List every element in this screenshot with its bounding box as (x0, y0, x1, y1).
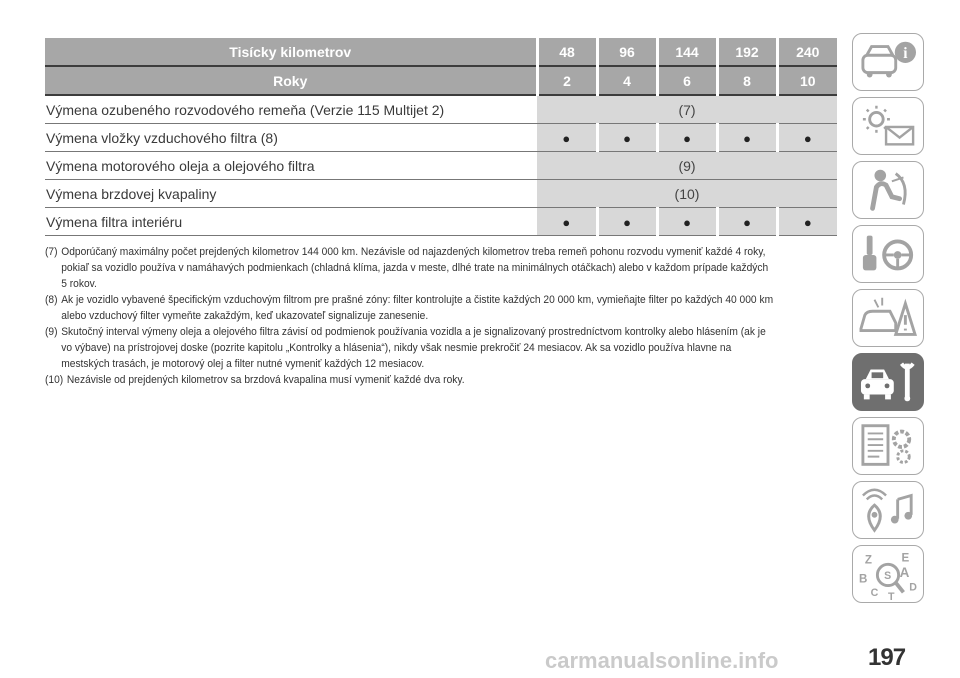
tab-car-info[interactable] (852, 33, 924, 91)
footnote (45, 324, 775, 372)
row-label: Výmena motorového oleja a olejového filtra (45, 152, 537, 180)
emergency-icon (853, 290, 923, 346)
year-cell: 4 (597, 66, 657, 95)
multimedia-icon (853, 482, 923, 538)
table-row (45, 152, 837, 180)
footnotes (45, 244, 775, 388)
chapter-tabs (852, 33, 927, 609)
row-label: Výmena ozubeného rozvodového remeňa (Verzie 115 Multijet 2) (45, 95, 537, 124)
row-note-ref: (7) (537, 95, 837, 124)
footnote-text: Odporúčaný maximálny počet prejdených kilometrov 144 000 km. Nezávisle od najazdených kilometrov treba remeň pohonu rozvodu vymeniť každé 4 roky, pokiaľ sa vozidlo používa v namáhavých podmienkach (chladná klíma, jazda v meste, dlhé trate na minimálnych otáčkach) alebo v každom prípade každých 5 rokov. (61, 246, 769, 290)
interval-dot: ● (777, 208, 837, 236)
interval-dot: ● (717, 208, 777, 236)
table-row (45, 180, 837, 208)
index-icon (853, 546, 923, 602)
interval-dot: ● (657, 124, 717, 152)
interval-dot: ● (597, 124, 657, 152)
year-cell: 6 (657, 66, 717, 95)
tab-index[interactable] (852, 545, 924, 603)
year-cell: 8 (717, 66, 777, 95)
interval-dot: ● (657, 208, 717, 236)
footnote-number: (10) (45, 374, 64, 386)
footnote-text: Nezávisle od prejdených kilometrov sa brzdová kvapalina musí vymeniť každé dva roky. (66, 374, 465, 386)
footnote-number: (7) (45, 246, 58, 258)
year-cell: 2 (537, 66, 597, 95)
footnote (45, 244, 775, 292)
footnote (45, 372, 775, 388)
warning-lights-icon (853, 98, 923, 154)
tab-warning-lights[interactable] (852, 97, 924, 155)
table-row (45, 124, 837, 152)
km-cell: 192 (717, 38, 777, 66)
header-years-label: Roky (45, 66, 537, 95)
km-cell: 48 (537, 38, 597, 66)
row-label: Výmena brzdovej kvapaliny (45, 180, 537, 208)
km-cell: 144 (657, 38, 717, 66)
svg-text:i: i (903, 45, 908, 63)
table-row (45, 208, 837, 236)
interval-dot: ● (597, 208, 657, 236)
tab-multimedia[interactable] (852, 481, 924, 539)
technical-data-icon (853, 418, 923, 474)
safety-airbag-icon (853, 162, 923, 218)
maintenance-icon (853, 354, 923, 410)
interval-dot: ● (777, 124, 837, 152)
svg-text:D: D (909, 581, 917, 594)
interval-dot: ● (537, 208, 597, 236)
car-info-icon (853, 34, 923, 90)
svg-text:E: E (901, 552, 910, 565)
footnote (45, 292, 775, 324)
starting-driving-icon (853, 226, 923, 282)
km-cell: 96 (597, 38, 657, 66)
svg-text:B: B (859, 573, 868, 586)
header-km-label: Tisícky kilometrov (45, 38, 537, 66)
tab-starting-driving[interactable] (852, 225, 924, 283)
svg-text:C: C (870, 587, 879, 600)
table-row (45, 95, 837, 124)
year-cell: 10 (777, 66, 837, 95)
tab-technical-data[interactable] (852, 417, 924, 475)
row-note-ref: (9) (537, 152, 837, 180)
tab-maintenance[interactable] (852, 353, 924, 411)
interval-dot: ● (717, 124, 777, 152)
maintenance-table (45, 38, 837, 236)
interval-dot: ● (537, 124, 597, 152)
tab-safety[interactable] (852, 161, 924, 219)
footnote-number: (8) (45, 294, 58, 306)
row-label: Výmena vložky vzduchového filtra (8) (45, 124, 537, 152)
header-row-years (45, 66, 837, 95)
km-cell: 240 (777, 38, 837, 66)
svg-text:Z: Z (864, 554, 872, 567)
row-label: Výmena filtra interiéru (45, 208, 537, 236)
svg-text:A: A (899, 564, 910, 580)
header-row-km (45, 38, 837, 66)
page-number: 197 (868, 644, 906, 671)
row-note-ref: (10) (537, 180, 837, 208)
footnote-number: (9) (45, 326, 58, 338)
tab-emergency[interactable] (852, 289, 924, 347)
watermark: carmanualsonline.info (545, 648, 779, 673)
svg-text:T: T (888, 591, 895, 602)
footnote-text: Skutočný interval výmeny oleja a olejového filtra závisí od podmienok používania vozidla a je signalizovaný prostredníctvom kontrolky alebo hlásením (ak je vo výbave) na prístrojovej doske (pozrite kapitolu „Kontrolky a hlásenia“), nikdy však nesmie prekročiť 24 mesiacov. Ak sa vozidlo používa hlavne na mestských trasách, je motorový olej a filter nutné vymeniť každých 12 mesiacov. (61, 326, 766, 370)
svg-text:S: S (884, 569, 892, 582)
footnote-text: Ak je vozidlo vybavené špecifickým vzduchovým filtrom pre prašné zóny: filter kontrolujte a čistite každých 20 000 km, vymieňajte filter po každých 40 000 km alebo vzduchový filter vymeňte zakaždým, keď ukazovateľ signalizuje zanesenie. (61, 294, 774, 322)
